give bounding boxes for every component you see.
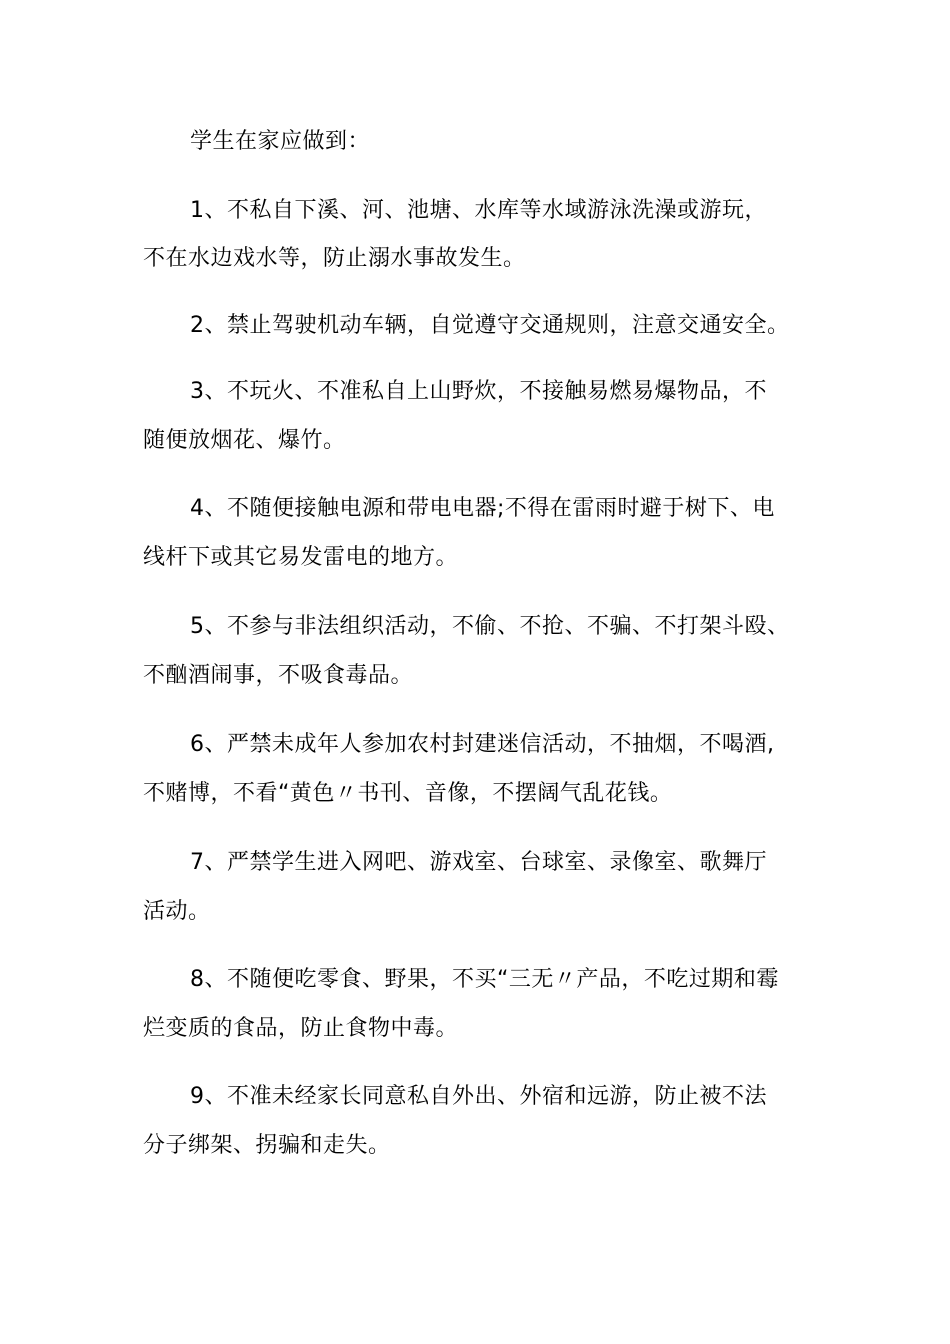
list-item-9-line-2: 分子绑架、拐骗和走失。 [143, 1133, 391, 1158]
list-item-5-line-2: 不酗酒闹事，不吸食毒品。 [143, 663, 414, 688]
list-item-6-line-1: 6、严禁未成年人参加农村封建迷信活动，不抽烟，不喝酒, [190, 732, 775, 757]
list-item-8-line-1: 8、不随便吃零食、野果，不买“三无〃产品，不吃过期和霉 [190, 967, 779, 992]
list-item-9-line-1: 9、不准未经家长同意私自外出、外宿和远游，防止被不法 [190, 1084, 767, 1109]
list-item-1-line-2: 不在水边戏水等，防止溺水事故发生。 [143, 246, 526, 271]
list-item-3-line-1: 3、不玩火、不准私自上山野炊，不接触易燃易爆物品，不 [190, 379, 767, 404]
list-item-7-line-1: 7、严禁学生进入网吧、游戏室、台球室、录像室、歌舞厅 [190, 850, 767, 875]
list-item-3-line-2: 随便放烟花、爆竹。 [143, 428, 346, 453]
list-item-4-line-1: 4、不随便接触电源和带电电器;不得在雷雨时避于树下、电 [190, 496, 775, 521]
document-heading: 学生在家应做到： [190, 129, 371, 154]
list-item-5-line-1: 5、不参与非法组织活动，不偷、不抢、不骗、不打架斗殴、 [190, 614, 790, 639]
list-item-2-line-1: 2、禁止驾驶机动车辆，自觉遵守交通规则，注意交通安全。 [190, 313, 790, 338]
list-item-4-line-2: 线杆下或其它易发雷电的地方。 [143, 545, 459, 570]
list-item-6-line-2: 不赌博，不看“黄色〃书刊、音像，不摆阔气乱花钱。 [143, 781, 673, 806]
list-item-7-line-2: 活动。 [143, 899, 211, 924]
list-item-1-line-1: 1、不私自下溪、河、池塘、水库等水域游泳洗澡或游玩， [190, 198, 767, 223]
list-item-8-line-2: 烂变质的食品，防止食物中毒。 [143, 1016, 459, 1041]
